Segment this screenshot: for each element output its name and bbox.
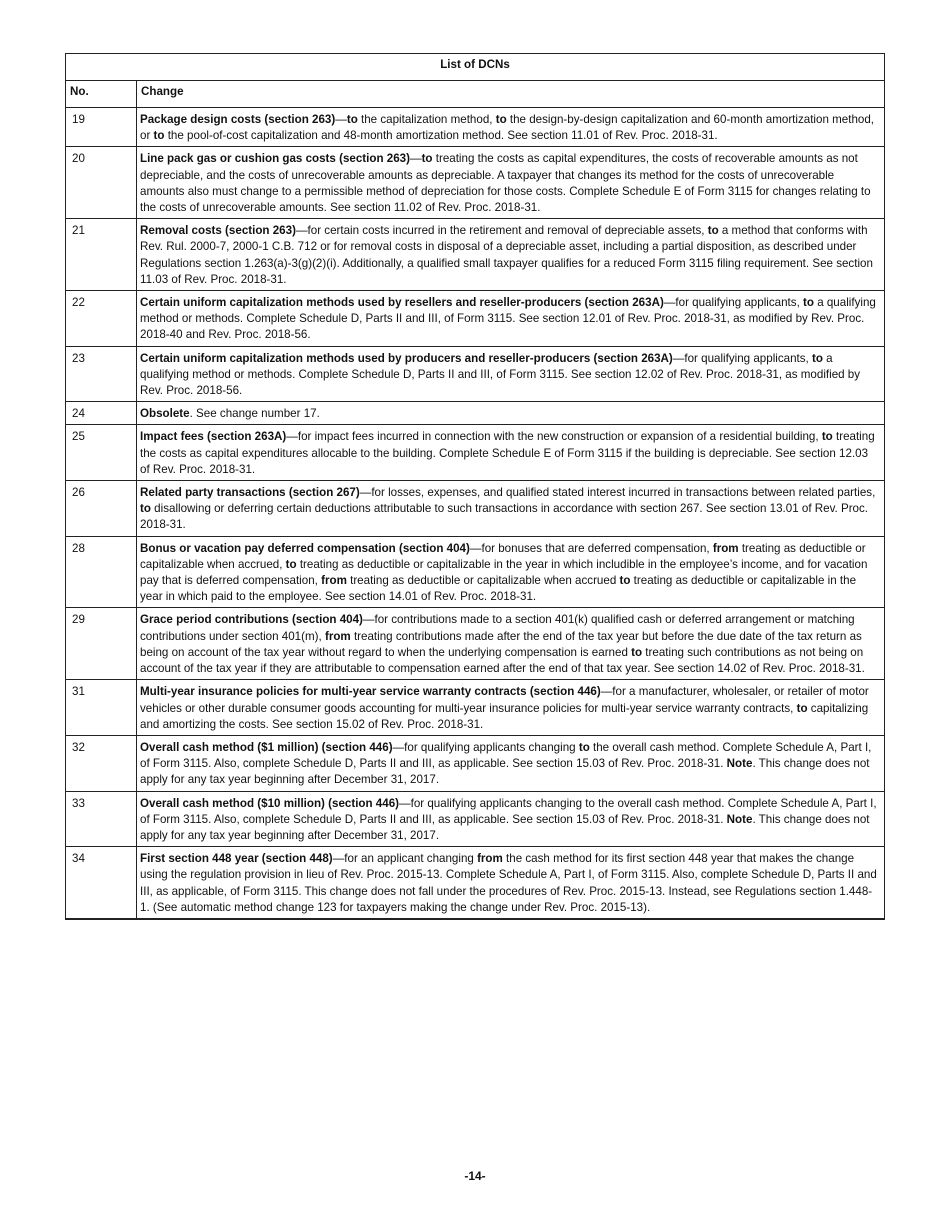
bold-text-run: Obsolete: [140, 407, 190, 421]
bold-text-run: from: [712, 541, 739, 555]
text-run: —: [335, 113, 347, 126]
change-description: [137, 147, 885, 219]
change-number: 29: [66, 608, 137, 680]
bold-text-run: to: [796, 701, 808, 715]
bold-text-run: Related party transactions (section 267): [140, 486, 360, 500]
text-run: —for certain costs incurred in the retirement and removal of depreciable assets,: [295, 224, 708, 238]
page-number: -14-: [464, 1169, 486, 1183]
bold-text-run: Impact fees (section 263A): [140, 430, 287, 444]
table-row: [66, 791, 885, 847]
change-number: 23: [66, 346, 137, 402]
table-row: [66, 847, 885, 919]
text-run: a qualifying method or methods. Complete Schedule D, Parts II and III, of Form 3115. See section 12.01 of Rev. Proc. 2018-31, as modified by Rev. Proc. 2018-40 and Rev. Proc. 2018-56.: [140, 296, 876, 342]
change-number: 31: [66, 680, 137, 736]
table-row: [66, 608, 885, 680]
bold-text-run: to: [619, 574, 631, 588]
bold-text-run: from: [324, 629, 351, 643]
change-number: 22: [66, 291, 137, 347]
text-run: —for losses, expenses, and qualified stated interest incurred in transactions between related parties,: [359, 486, 876, 500]
change-description: [137, 791, 885, 847]
table-row: [66, 219, 885, 291]
table-row: [66, 425, 885, 481]
change-number: 21: [66, 219, 137, 291]
change-description: [137, 291, 885, 347]
change-description: [137, 536, 885, 608]
change-description: [137, 219, 885, 291]
text-run: —for qualifying applicants changing: [392, 740, 579, 754]
table-row: [66, 735, 885, 791]
bold-text-run: Certain uniform capitalization methods used by resellers and reseller-producers (section 263A): [140, 296, 664, 310]
text-run: treating contributions made after the end of the tax year but before the due date of the tax return as being on account of the tax year without regard to when the underlying compensation is earned: [140, 629, 862, 659]
text-run: —: [409, 152, 422, 166]
text-run: treating as deductible or capitalizable when accrued: [346, 574, 620, 588]
text-run: . This change does not apply for any tax year beginning after December 31, 2017.: [140, 757, 870, 787]
table-title-row: [66, 54, 885, 81]
change-number: 28: [66, 536, 137, 608]
text-run: the pool-of-cost capitalization and 48-month amortization method. See section 11.01 of Rev. Proc. 2018-31.: [164, 129, 718, 143]
bold-text-run: Certain uniform capitalization methods used by producers and reseller-producers (section 263A): [140, 351, 673, 365]
change-number: 33: [66, 791, 137, 847]
text-run: a method that conforms with Rev. Rul. 2000-7, 2000-1 C.B. 712 or for removal costs in disposal of a depreciable asset, including a partial disposition, as described under Regulations section 1.263(a)-3(g)(2)(i). Additionally, a qualified small taxpayer qualifies for a reduced Form 3115 filing requirement. See section 11.03 of Rev. Proc. 2018-31.: [140, 224, 873, 286]
bold-text-run: Overall cash method ($1 million) (section 446): [140, 740, 393, 754]
change-number: 25: [66, 425, 137, 481]
change-number: 19: [66, 108, 137, 147]
text-run: treating the costs as capital expenditures, the costs of recoverable amounts as not depreciable, and the costs of unrecoverable amounts as depreciable. A taxpayer that changes its method for the costs of unrecoverable amounts also must change to a permissible method of depreciation for those costs. Complete Schedule E of Form 3115 for changes relating to the costs of unrecoverable amounts. See section 11.02 of Rev. Proc. 2018-31.: [140, 152, 871, 215]
bold-text-run: Bonus or vacation pay deferred compensation (section 404): [140, 541, 470, 555]
column-header-change: Change: [137, 81, 885, 108]
bold-text-run: to: [140, 502, 151, 516]
text-run: . See change number 17.: [189, 407, 320, 421]
table-title: List of DCNs: [66, 54, 885, 81]
bold-text-run: to: [803, 296, 814, 310]
text-run: the cash method for its first section 448 year that makes the change using the regulation provision in lieu of Rev. Proc. 2015-13. Complete Schedule A, Part I, of Form 3115. Also, complete Schedule D, Parts II and III, as applicable, of Form 3115. This change does not fall under the procedures of Rev. Proc. 2015-13. Instead, see Regulations section 1.448-1. (See automatic method change 123 for taxpayers making the change under Rev. Proc. 2015-13).: [140, 852, 877, 914]
change-description: [137, 108, 885, 147]
change-description: [137, 481, 885, 537]
change-description: [137, 608, 885, 680]
bold-text-run: Multi-year insurance policies for multi-year service warranty contracts (section 446): [140, 685, 601, 699]
text-run: the design-by-design capitalization and 60-month amortization method, or: [140, 113, 875, 143]
change-number: 24: [66, 402, 137, 425]
bold-text-run: Grace period contributions (section 404): [140, 613, 363, 627]
change-number: 32: [66, 735, 137, 791]
change-description: [137, 402, 885, 425]
bold-text-run: Removal costs (section 263): [140, 224, 296, 238]
change-number: 34: [66, 847, 137, 919]
bold-text-run: Overall cash method ($10 million) (section 446): [140, 796, 400, 810]
bold-text-run: to: [812, 351, 823, 365]
text-run: treating the costs as capital expenditures allocable to the building. Complete Schedule E of Form 3115 if the building is depreciable. See section 12.03 of Rev. Proc. 2018-31.: [140, 430, 875, 476]
table-row: [66, 536, 885, 608]
table-header-row: [66, 81, 885, 108]
text-run: treating as deductible or capitalizable in the year in which paid to the employee. See section 14.01 of Rev. Proc. 2018-31.: [140, 574, 857, 604]
table-row: [66, 402, 885, 425]
change-description: [137, 425, 885, 481]
bold-text-run: Note: [726, 757, 753, 771]
dcn-table: [65, 53, 885, 920]
text-run: —for a manufacturer, wholesaler, or retailer of motor vehicles or other durable consumer goods accounting for multi-year insurance policies for multi-year service warranty contracts,: [140, 685, 869, 715]
table-row: [66, 147, 885, 219]
text-run: —for qualifying applicants,: [663, 296, 804, 310]
bold-text-run: Package design costs (section 263): [140, 113, 336, 126]
change-description: [137, 346, 885, 402]
bold-text-run: from: [321, 574, 347, 588]
change-description: [137, 680, 885, 736]
text-run: disallowing or deferring certain deductions attributable to such transactions in accordance with section 267. See section 13.01 of Rev. Proc. 2018-31.: [140, 502, 869, 532]
bold-text-run: to: [631, 645, 643, 659]
bold-text-run: to: [421, 152, 433, 166]
change-number: 20: [66, 147, 137, 219]
text-run: treating as deductible or capitalizable in the year in which includible in the employee’s income, and for vacation pay that is deferred compensation,: [140, 557, 868, 588]
text-run: the capitalization method,: [357, 113, 496, 126]
change-description: [137, 847, 885, 919]
bold-text-run: to: [346, 113, 358, 126]
bold-text-run: Note: [726, 812, 753, 826]
bold-text-run: to: [578, 740, 590, 754]
text-run: . This change does not apply for any tax year beginning after December 31, 2017.: [140, 812, 870, 842]
text-run: —for qualifying applicants,: [672, 351, 812, 365]
bold-text-run: to: [495, 113, 507, 126]
text-run: —for contributions made to a section 401(k) qualified cash or deferred arrangement or matching contributions under section 401(m),: [140, 613, 855, 643]
text-run: the overall cash method. Complete Schedule A, Part I, of Form 3115. Also, complete Schedule D, Parts II and III, as applicable. See section 15.03 of Rev. Proc. 2018-31.: [140, 740, 872, 771]
table-row: [66, 291, 885, 347]
bold-text-run: from: [477, 852, 503, 866]
table-row: [66, 481, 885, 537]
bold-text-run: to: [153, 129, 165, 143]
text-run: a qualifying method or methods. Complete Schedule D, Parts II and III, of Form 3115. See section 12.02 of Rev. Proc. 2018-31, as modified by Rev. Proc. 2018-56.: [140, 351, 861, 398]
change-description: [137, 735, 885, 791]
text-run: treating as deductible or capitalizable when accrued,: [140, 541, 866, 571]
bold-text-run: to: [707, 224, 719, 238]
table-row: [66, 680, 885, 736]
column-header-no: No.: [66, 81, 137, 108]
bold-text-run: Line pack gas or cushion gas costs (section 263): [140, 152, 410, 166]
table-row: [66, 346, 885, 402]
text-run: capitalizing and amortizing the costs. See section 15.02 of Rev. Proc. 2018-31.: [140, 701, 869, 731]
bold-text-run: to: [821, 430, 833, 444]
table-body: [66, 108, 885, 919]
text-run: —for impact fees incurred in connection with the new construction or expansion of a residential building,: [286, 430, 822, 444]
text-run: —for bonuses that are deferred compensation,: [469, 541, 713, 555]
change-number: 26: [66, 481, 137, 537]
text-run: —for an applicant changing: [332, 852, 478, 866]
bold-text-run: First section 448 year (section 448): [140, 852, 333, 866]
table-row: [66, 108, 885, 147]
text-run: treating such contributions as not being on account of the tax year if they are attributable to compensation earned after the end of that tax year. See section 14.02 of Rev. Proc. 2018-31.: [140, 645, 865, 676]
text-run: —for qualifying applicants changing to the overall cash method. Complete Schedule A, Part I, of Form 3115. Also, complete Schedule D, Parts II and III, as applicable. See section 15.03 of Rev. Proc. 2018-31.: [140, 796, 877, 826]
bold-text-run: to: [285, 557, 297, 571]
